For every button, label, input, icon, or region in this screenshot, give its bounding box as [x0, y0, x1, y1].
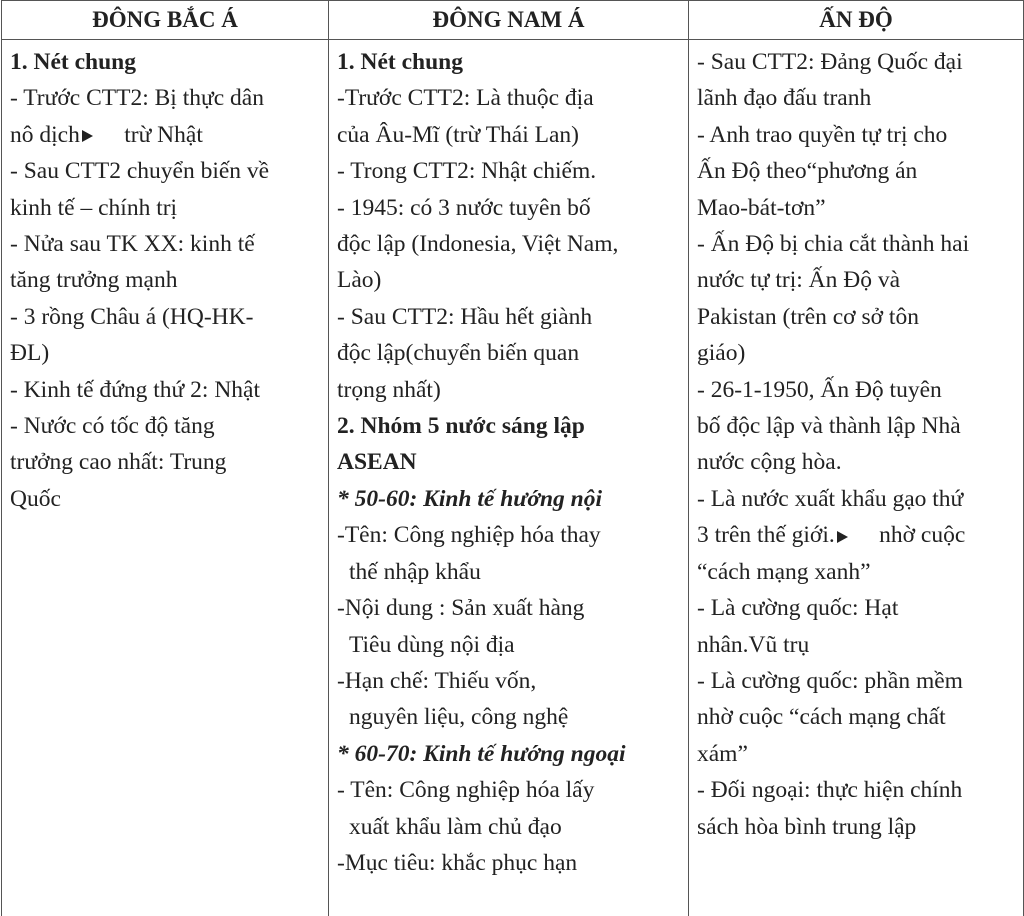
text-line: ĐL) — [10, 340, 50, 367]
text-line: -Mục tiêu: khắc phục hạn — [337, 849, 578, 876]
text-line: -Tên: Công nghiệp hóa thay — [337, 522, 601, 549]
text-line: Tiêu dùng nội địa — [349, 631, 515, 658]
text-line: Pakistan (trên cơ sở tôn — [697, 303, 919, 330]
text-line: trưởng cao nhất: Trung — [10, 449, 227, 476]
text-line: - Là cường quốc: phần mềm — [697, 667, 963, 694]
text-line: - Ấn Độ bị chia cắt thành hai — [697, 231, 970, 258]
text-line: độc lập (Indonesia, Việt Nam, — [337, 231, 619, 258]
text-line: -Trước CTT2: Là thuộc địa — [337, 85, 594, 112]
text-line: Ấn Độ theo“phương án — [697, 158, 918, 185]
text-line: - Đối ngoại: thực hiện chính — [697, 777, 963, 804]
text-line: kinh tế – chính trị — [10, 194, 178, 221]
text-fragment: nhờ cuộc — [879, 522, 966, 549]
comparison-table — [1, 0, 1024, 916]
text-line: tăng trưởng mạnh — [10, 267, 178, 294]
text-fragment: nô dịch — [10, 121, 80, 148]
text-line: - Kinh tế đứng thứ 2: Nhật — [10, 376, 260, 403]
text-line: -Nội dung : Sản xuất hàng — [337, 595, 585, 622]
text-line: - 3 rồng Châu á (HQ-HK- — [10, 303, 254, 330]
text-line: -Hạn chế: Thiếu vốn, — [337, 667, 537, 694]
text-line: độc lập(chuyển biến quan — [337, 340, 580, 367]
text-fragment: 3 trên thế giới. — [697, 522, 835, 549]
text-line: - Sau CTT2 chuyển biến về — [10, 158, 270, 185]
header-northeast-asia: ĐÔNG BẮC Á — [2, 1, 329, 40]
subsection-title: * 50-60: Kinh tế hướng nội — [337, 485, 603, 512]
text-line: Lào) — [337, 267, 382, 294]
text-line: thế nhập khẩu — [349, 558, 481, 585]
text-line: - Sau CTT2: Hầu hết giành — [337, 303, 593, 330]
cell-india — [689, 40, 1024, 916]
text-line: “cách mạng xanh” — [697, 558, 871, 585]
text-line: của Âu-Mĩ (trừ Thái Lan) — [337, 121, 579, 148]
text-line: nhờ cuộc “cách mạng chất — [697, 704, 946, 731]
text-line: - Tên: Công nghiệp hóa lấy — [337, 777, 595, 804]
text-line: - Là nước xuất khẩu gạo thứ — [697, 485, 964, 512]
section-title: 1. Nét chung — [10, 49, 136, 75]
section-title: 1. Nét chung — [337, 49, 463, 75]
header-row — [2, 1, 1024, 40]
text-fragment: trừ Nhật — [124, 121, 203, 148]
arrow-right-icon — [82, 130, 93, 142]
text-line — [10, 117, 320, 153]
text-line: - Trong CTT2: Nhật chiếm. — [337, 158, 597, 185]
text-line: Mao-bát-tơn” — [697, 194, 826, 221]
text-line — [697, 517, 1015, 553]
header-southeast-asia: ĐÔNG NAM Á — [329, 1, 689, 40]
text-line: - 1945: có 3 nước tuyên bố — [337, 194, 591, 221]
arrow-right-icon — [837, 531, 848, 543]
text-line: - Anh trao quyền tự trị cho — [697, 121, 948, 148]
text-line: lãnh đạo đấu tranh — [697, 85, 872, 112]
text-line: xám” — [697, 740, 748, 767]
text-line: nước cộng hòa. — [697, 449, 842, 476]
text-line: - Sau CTT2: Đảng Quốc đại — [697, 49, 963, 75]
content-row — [2, 40, 1024, 916]
text-line: Quốc — [10, 485, 61, 512]
subsection-title: * 60-70: Kinh tế hướng ngoại — [337, 740, 626, 767]
text-line: nhân.Vũ trụ — [697, 631, 810, 658]
header-india: ẤN ĐỘ — [689, 1, 1024, 40]
text-line: - Trước CTT2: Bị thực dân — [10, 85, 264, 112]
text-line: - Nửa sau TK XX: kinh tế — [10, 231, 255, 258]
text-line: trọng nhất) — [337, 376, 441, 403]
text-line: giáo) — [697, 340, 746, 367]
text-line: sách hòa bình trung lập — [697, 813, 917, 840]
text-line: nước tự trị: Ấn Độ và — [697, 267, 901, 294]
text-line: bố độc lập và thành lập Nhà — [697, 413, 961, 440]
cell-northeast-asia — [2, 40, 329, 916]
text-line: - Là cường quốc: Hạt — [697, 595, 899, 622]
section-title: ASEAN — [337, 449, 417, 476]
text-line: nguyên liệu, công nghệ — [349, 704, 569, 731]
text-line: - Nước có tốc độ tăng — [10, 413, 215, 440]
section-title: 2. Nhóm 5 nước sáng lập — [337, 413, 585, 440]
text-line: xuất khẩu làm chủ đạo — [349, 813, 562, 840]
cell-southeast-asia — [329, 40, 689, 916]
text-line: - 26-1-1950, Ấn Độ tuyên — [697, 376, 942, 403]
